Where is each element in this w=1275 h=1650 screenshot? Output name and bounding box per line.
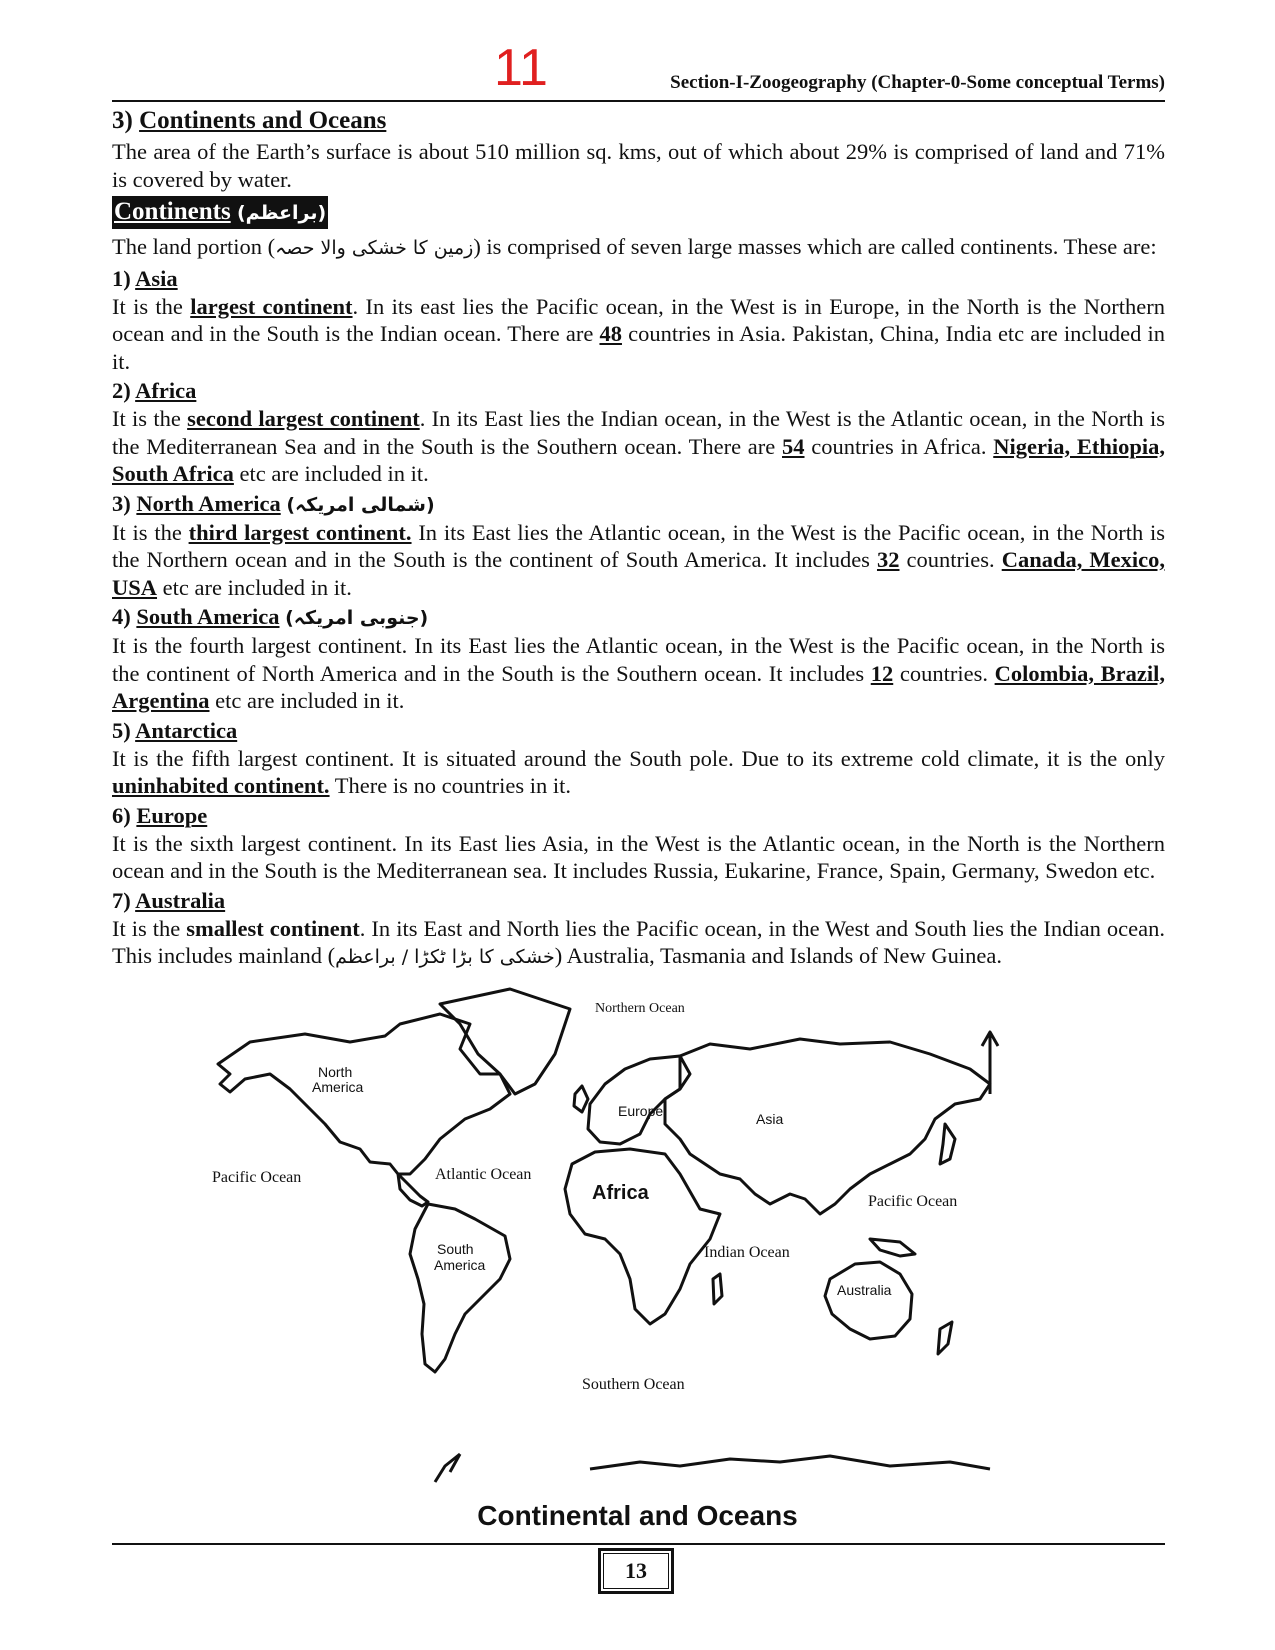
description-fragment: There is no countries in it. xyxy=(329,773,571,798)
world-map xyxy=(210,1001,1040,1484)
land-portion-before: The land portion ( xyxy=(112,234,276,259)
label-australia: Australia xyxy=(837,1282,892,1298)
madagascar-outline xyxy=(713,1274,722,1304)
continent-number: 7) xyxy=(112,887,131,913)
description-fragment: countries in Africa. xyxy=(804,433,994,459)
description-fragment: countries. xyxy=(893,660,995,686)
land-portion-paragraph xyxy=(112,233,1165,263)
description-fragment: ) Australia, Tasmania and Islands of New Guinea. xyxy=(554,943,1003,968)
continent-name: Australia xyxy=(135,887,226,913)
continent-description xyxy=(112,830,1165,885)
europe-outline xyxy=(588,1056,690,1144)
description-fragment: third largest continent. xyxy=(188,519,412,545)
label-europe: Europe xyxy=(618,1103,664,1119)
central-america-outline xyxy=(398,1174,428,1206)
description-fragment: 54 xyxy=(782,433,805,459)
description-fragment: etc are included in it. xyxy=(157,574,352,600)
continent-heading xyxy=(112,717,1165,745)
land-portion-urdu: زمین کا خشکی والا حصہ xyxy=(275,237,474,259)
chapter-page-number: 11 xyxy=(494,39,548,97)
page-content xyxy=(112,104,1165,972)
continent-name: Antarctica xyxy=(135,717,238,743)
greenland-outline xyxy=(440,989,570,1094)
header-divider xyxy=(112,100,1165,102)
antarctic-peninsula-outline xyxy=(435,1454,460,1482)
label-indian-ocean: Indian Ocean xyxy=(704,1244,790,1261)
continent-heading xyxy=(112,265,1165,293)
continent-description xyxy=(112,745,1165,800)
section-number: 3) xyxy=(112,107,133,134)
description-fragment: Nigeria, Ethiopia, South Africa xyxy=(112,433,1165,486)
description-fragment: خشکی کا بڑا ٹکڑا / براعظم xyxy=(335,946,555,968)
continent-name: Africa xyxy=(135,378,197,403)
south-america-outline xyxy=(410,1204,510,1372)
description-fragment: Canada, Mexico, USA xyxy=(112,547,1165,600)
continent-number: 2) xyxy=(112,378,131,403)
description-fragment: It is the sixth largest continent. In its East lies Asia, in the West is the Atlantic ocean, in the North is the Northern ocean and in the South is the Mediterranean sea. It includes Russia, Eukarine, France, Spain, Germany, Swedon etc. xyxy=(112,830,1165,883)
continent-heading xyxy=(112,802,1165,830)
uk-outline xyxy=(574,1086,588,1112)
continents-heading-label: Continents xyxy=(114,198,231,225)
continent-number: 3) xyxy=(112,490,131,516)
north-arrow xyxy=(982,1032,998,1094)
label-asia: Asia xyxy=(756,1111,784,1127)
label-africa: Africa xyxy=(592,1182,649,1204)
continent-heading xyxy=(112,603,1165,632)
section-title: Continents and Oceans xyxy=(139,107,387,134)
label-south-america-1: South xyxy=(437,1241,474,1257)
label-pacific-right: Pacific Ocean xyxy=(868,1193,958,1210)
label-south-america-2: America xyxy=(434,1257,486,1273)
section-intro: The area of the Earth’s surface is about 510 million sq. kms, out of which about 29% is comprised of land and 71% is covered by water. xyxy=(112,139,1165,192)
north-america-outline xyxy=(218,1014,510,1174)
description-fragment: . In its East lies the Indian ocean, in the West is the Atlantic ocean, in the North is the Mediterranean Sea and in the South is the Southern ocean. There are xyxy=(112,406,1165,459)
continent-urdu-name: (جنوبی امریکہ) xyxy=(285,607,429,629)
continent-description xyxy=(112,915,1165,972)
continents-heading xyxy=(112,196,328,229)
continent-urdu-name: (شمالی امریکہ) xyxy=(286,493,435,516)
description-fragment: . In its east lies the Pacific ocean, in the West is in Europe, in the North is the Northern ocean and in the South is the Indian ocean. There are xyxy=(112,293,1165,346)
land-portion-after: ) is comprised of seven large masses which are called continents. These are: xyxy=(473,234,1157,259)
continent-list xyxy=(112,265,1165,972)
description-fragment: 12 xyxy=(870,660,894,686)
description-fragment: etc are included in it. xyxy=(209,688,405,713)
continent-heading xyxy=(112,490,1165,519)
description-fragment: In its East lies the Atlantic ocean, in the West is the Pacific ocean, in the North is the Northern ocean and in the South is the continent of South America. It includes xyxy=(112,519,1165,572)
description-fragment: Colombia, Brazil, Argentina xyxy=(112,660,1165,713)
continent-number: 6) xyxy=(112,802,131,828)
continent-description xyxy=(112,519,1165,602)
description-fragment: 32 xyxy=(876,547,900,572)
label-north-america-2: America xyxy=(312,1079,364,1095)
world-map-svg xyxy=(210,1001,1040,1484)
label-atlantic: Atlantic Ocean xyxy=(435,1166,532,1183)
label-pacific-left: Pacific Ocean xyxy=(212,1169,302,1186)
japan-outline xyxy=(940,1124,955,1164)
description-fragment: uninhabited continent. xyxy=(112,773,330,798)
label-north-america-1: North xyxy=(318,1064,353,1080)
description-fragment: etc are included in it. xyxy=(233,461,429,486)
description-fragment: 48 xyxy=(599,321,622,346)
asia-outline xyxy=(665,1039,990,1214)
australia-outline xyxy=(825,1262,912,1339)
continents-heading-urdu: (براعظم) xyxy=(236,202,327,224)
continent-heading xyxy=(112,887,1165,915)
continent-name: North America xyxy=(136,490,281,516)
description-fragment: It is the xyxy=(112,293,191,319)
description-fragment: smallest continent xyxy=(186,915,360,941)
continent-heading xyxy=(112,377,1165,405)
description-fragment: second largest continent xyxy=(187,406,420,431)
label-southern-ocean: Southern Ocean xyxy=(582,1376,685,1393)
continent-number: 1) xyxy=(112,265,131,291)
continent-name: South America xyxy=(136,604,280,629)
page-header xyxy=(112,38,1165,102)
continent-name: Asia xyxy=(135,265,178,291)
africa-outline xyxy=(565,1149,720,1324)
description-fragment: . In its East and North lies the Pacific ocean, in the West and South lies the Indian ocean. This includes mainland ( xyxy=(112,915,1165,968)
description-fragment: It is the fourth largest continent. In its East lies the Atlantic ocean, in the West is the Pacific ocean, in the North is the continent of North America and in the South is the Southern ocean. It includes xyxy=(112,633,1165,686)
footer-divider xyxy=(112,1543,1165,1545)
continent-description xyxy=(112,405,1165,488)
description-fragment: largest continent xyxy=(190,293,353,319)
continent-name: Europe xyxy=(136,802,208,828)
antarctica-outline xyxy=(590,1456,990,1469)
continent-description xyxy=(112,632,1165,715)
footer-page-number: 13 xyxy=(600,1550,672,1592)
label-northern-ocean: Northern Ocean xyxy=(595,1001,685,1016)
description-fragment: It is the xyxy=(112,915,187,941)
map-caption: Continental and Oceans xyxy=(477,1500,798,1531)
new-guinea-outline xyxy=(870,1239,915,1256)
description-fragment: countries. xyxy=(899,547,1002,572)
description-fragment: It is the fifth largest continent. It is situated around the South pole. Due to its extreme cold climate, it is the only xyxy=(112,745,1165,771)
description-fragment: It is the xyxy=(112,519,189,545)
description-fragment: It is the xyxy=(112,406,188,431)
section-heading xyxy=(112,104,1165,138)
continent-description xyxy=(112,293,1165,376)
running-section-title: Section-I-Zoogeography (Chapter-0-Some conceptual Terms) xyxy=(670,72,1165,93)
description-fragment: countries in Asia. Pakistan, China, India etc are included in it. xyxy=(112,321,1166,374)
continent-number: 5) xyxy=(112,717,131,743)
continent-number: 4) xyxy=(112,604,131,629)
new-zealand-outline xyxy=(938,1322,952,1354)
